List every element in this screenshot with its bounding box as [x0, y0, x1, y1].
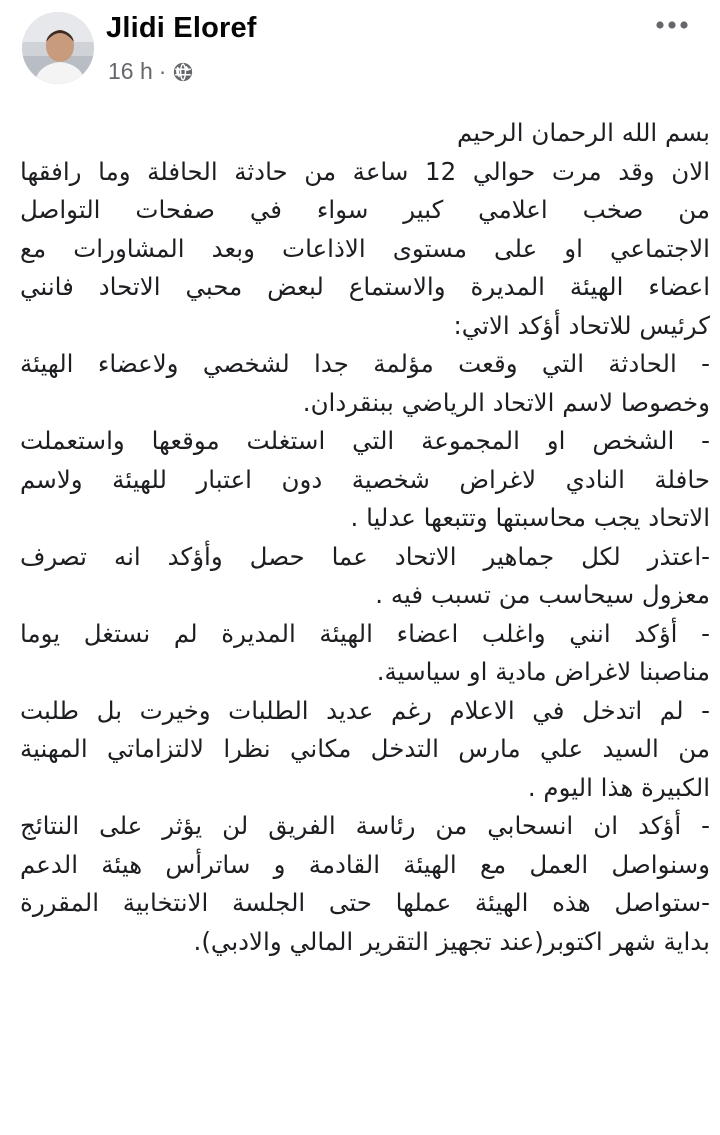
post-line: معزول سيحاسب من تسبب فيه . [375, 580, 710, 609]
post-line: الان وقد مرت حوالي 12 ساعة من حادثة الحافلة وما رافقها [20, 156, 710, 186]
post-timestamp[interactable]: 16 h [108, 58, 153, 84]
post-line: وسنواصل العمل مع الهيئة القادمة و ساترأس هيئة الدعم [20, 849, 710, 879]
post-line: الكبيرة هذا اليوم . [527, 772, 710, 802]
post-line: الاجتماعي او على مستوى الاذاعات وبعد المشاورات مع [20, 233, 710, 263]
post-line: بسم الله الرحمان الرحيم [456, 118, 710, 147]
post-line: - الشخص او المجموعة التي استغلت موقعها واستعملت [20, 426, 710, 455]
post-line: - الحادثة التي وقعت مؤلمة جدا لشخصي ولاعضاء الهيئة [20, 349, 710, 378]
avatar-photo-icon [22, 12, 94, 84]
meta-separator: · [158, 58, 167, 84]
post-header [0, 0, 720, 100]
post-line: - أؤكد انني واغلب اعضاء الهيئة المديرة لم نستغل يوما [20, 618, 710, 648]
more-options-button[interactable] [652, 10, 692, 40]
post-meta [108, 58, 194, 85]
globe-icon[interactable] [172, 61, 194, 83]
author-name[interactable]: Jlidi Eloref [106, 12, 257, 44]
post-line: حافلة النادي لاغراض شخصية دون اعتبار للهيئة ولاسم [20, 464, 710, 494]
post-line: من السيد علي مارس التدخل مكاني نظرا لالتزاماتي المهنية [20, 734, 710, 763]
post-line: من صخب اعلامي كبير سواء في صفحات التواصل [20, 195, 710, 224]
more-options-icon [655, 20, 689, 30]
post-line: -اعتذر لكل جماهير الاتحاد عما حصل وأؤكد انه تصرف [20, 541, 710, 571]
post-line: مناصبنا لاغراض مادية او سياسية. [376, 657, 710, 686]
post-line: - أؤكد ان انسحابي من رئاسة الفريق لن يؤثر على النتائج [20, 811, 710, 840]
author-avatar[interactable] [22, 12, 94, 84]
post-line: اعضاء الهيئة المديرة والاستماع لبعض محبي الاتحاد فانني [20, 272, 710, 301]
post-line: - لم اتدخل في الاعلام رغم عديد الطلبات وخيرت بل طلبت [20, 695, 710, 725]
post-line: بداية شهر اكتوبر(عند تجهيز التقرير المالي والادبي). [193, 926, 710, 956]
post-line: كرئيس للاتحاد أؤكد الاتي: [453, 310, 710, 340]
post-text [20, 114, 710, 961]
post-line: الاتحاد يجب محاسبتها وتتبعها عدليا . [350, 503, 710, 532]
post-line: -ستواصل هذه الهيئة عملها حتى الجلسة الانتخابية المقررة [20, 888, 710, 917]
post-line: وخصوصا لاسم الاتحاد الرياضي ببنقردان. [302, 387, 710, 417]
